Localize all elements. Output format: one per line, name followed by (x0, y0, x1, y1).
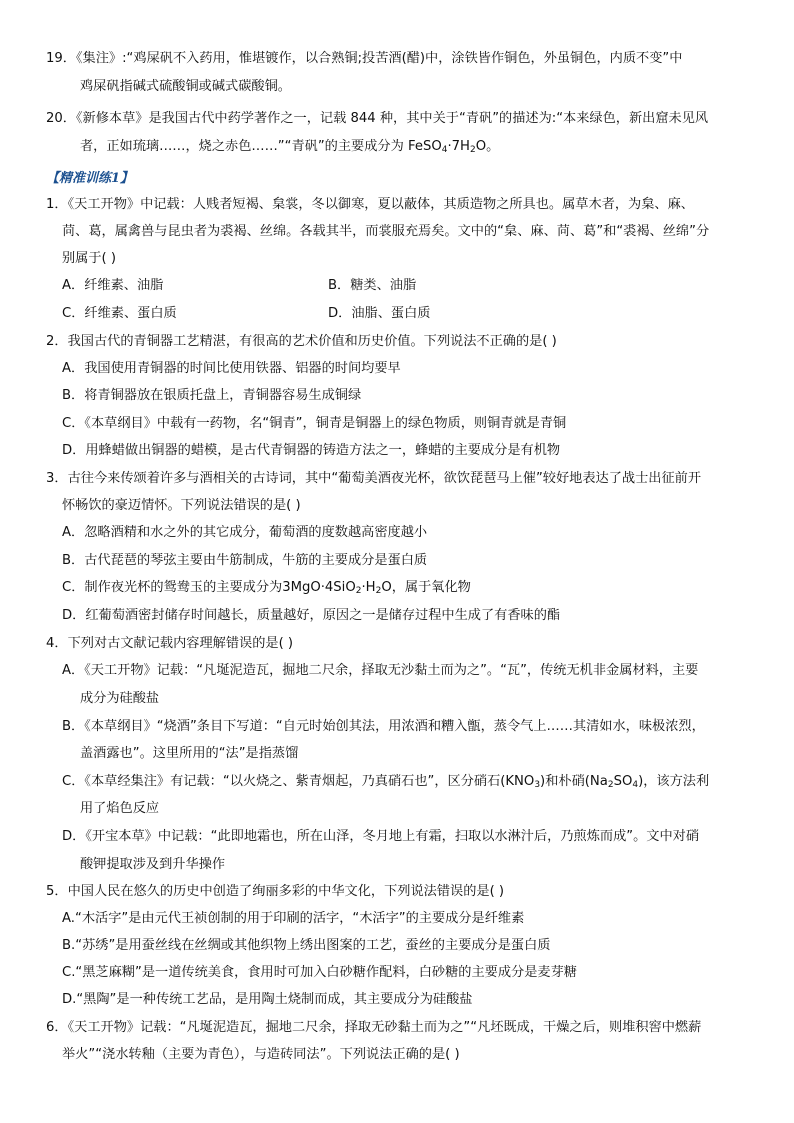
q4-option-b-line1: B．《本草纲目》“烧酒”条目下写道：“自元时始创其法，用浓酒和糟入甑，蒸令气上……其清如水，味极浓烈， (62, 719, 705, 734)
q1-option-d: D．油脂、蛋白质 (328, 306, 431, 321)
q6-line1: 6．《天工开物》记载：“凡埏泥造瓦，掘地二尺余，择取无砂黏土而为之”“凡坯既成，干燥之后，则堆积窖中燃薪 (46, 1020, 702, 1035)
q1-option-c: C．纤维素、蛋白质 (62, 306, 177, 321)
q4-option-d-line2: 酸钾提取涉及到升华操作 (80, 857, 226, 872)
q20-line2: 者，正如琉璃……，烧之赤色……”“青矾”的主要成分为 $FeSO_4\cdot 7H_2O$。 (80, 139, 500, 155)
q20-line1: 20．《新修本草》是我国古代中药学著作之一，记载 844 种，其中关于“青矾”的描述为:“本来绿色，新出窟未见风 (46, 111, 709, 126)
q4-option-a-line2: 成分为硅酸盐 (80, 691, 160, 706)
q2-option-b: B．将青铜器放在银质托盘上，青铜器容易生成铜绿 (62, 388, 362, 403)
q3-line2: 怀畅饮的豪迈情怀。下列说法错误的是( ) (62, 498, 301, 513)
q3-line1: 3．古往今来传颂着许多与酒相关的古诗词，其中“葡萄美酒夜光杯，欲饮琵琶马上催”较好地表达了战士出征前开 (46, 471, 702, 486)
q5-option-c: C.“黑芝麻糊”是一道传统美食，食用时可加入白砂糖作配料，白砂糖的主要成分是麦芽糖 (62, 965, 577, 980)
q5-option-a: A.“木活字”是由元代王祯创制的用于印刷的活字，“木活字”的主要成分是纤维素 (62, 911, 525, 926)
q3-option-c: C．制作夜光杯的鸳鸯玉的主要成分为$3MgO\cdot 4SiO_2\cdot H_2O$，属于氧化物 (62, 580, 471, 596)
q19-line2: 鸡屎矾指碱式硫酸铜或碱式碳酸铜。 (80, 79, 291, 94)
q6-line2: 举火”“浇水转釉（主要为青色），与造砖同法”。下列说法正确的是( ) (62, 1047, 460, 1062)
q2-option-a: A．我国使用青铜器的时间比使用铁器、铝器的时间均要早 (62, 361, 401, 376)
q3-option-a: A．忽略酒精和水之外的其它成分，葡萄酒的度数越高密度越小 (62, 525, 428, 540)
q4-option-a-line1: A．《天工开物》记载：“凡埏泥造瓦，掘地二尺余，择取无沙黏土而为之”。“瓦”，传统无机非金属材料，主要 (62, 663, 699, 678)
q4-option-b-line2: 盖酒露也”。这里所用的“法”是指蒸馏 (80, 746, 299, 761)
q1-line2: 苘、葛，属禽兽与昆虫者为裘褐、丝绵。各载其半，而裳服充焉矣。文中的“枲、麻、苘、葛”和“裘褐、丝绵”分 (62, 224, 710, 239)
q4-stem: 4．下列对古文献记载内容理解错误的是( ) (46, 636, 294, 651)
q4-option-d-line1: D．《开宝本草》中记载：“此即地霜也，所在山泽，冬月地上有霜，扫取以水淋汁后，乃煎炼而成”。文中对硝 (62, 829, 700, 844)
q19-line1: 19．《集注》:“鸡屎矾不入药用，惟堪镀作，以合熟铜;投苦酒(醋)中，涂铁皆作铜色，外虽铜色，内质不变”中 (46, 51, 683, 66)
q4-option-c-line2: 用了焰色反应 (80, 801, 160, 816)
q5-option-d: D.“黑陶”是一种传统工艺品，是用陶土烧制而成，其主要成分为硅酸盐 (62, 992, 473, 1007)
q4-option-c-line1: C．《本草经集注》有记载：“以火烧之、紫青烟起，乃真硝石也”，区分硝石$(KNO_3)$和朴硝$(Na_2SO_4)$，该方法利 (62, 774, 710, 790)
q3-option-d: D．红葡萄酒密封储存时间越长，质量越好，原因之一是储存过程中生成了有香味的酯 (62, 608, 561, 623)
q1-option-a: A．纤维素、油脂 (62, 278, 164, 293)
q1-line3: 别属于( ) (62, 251, 117, 266)
q1-line1: 1．《天工开物》中记载：人贱者短褐、枲裳，冬以御寒，夏以蔽体，其质造物之所具也。属草木者，为枲、麻、 (46, 197, 694, 212)
q2-option-d: D．用蜂蜡做出铜器的蜡模，是古代青铜器的铸造方法之一，蜂蜡的主要成分是有机物 (62, 443, 561, 458)
q2-stem: 2．我国古代的青铜器工艺精湛，有很高的艺术价值和历史价值。下列说法不正确的是( ) (46, 334, 557, 349)
section-heading: 【精准训练1】 (46, 171, 134, 186)
q5-stem: 5．中国人民在悠久的历史中创造了绚丽多彩的中华文化，下列说法错误的是( ) (46, 884, 505, 899)
q2-option-c: C．《本草纲目》中载有一药物，名“铜青”，铜青是铜器上的绿色物质，则铜青就是青铜 (62, 416, 567, 431)
q5-option-b: B.“苏绣”是用蚕丝线在丝绸或其他织物上绣出图案的工艺，蚕丝的主要成分是蛋白质 (62, 938, 551, 953)
q1-option-b: B．糖类、油脂 (328, 278, 417, 293)
q3-option-b: B．古代琵琶的琴弦主要由牛筋制成，牛筋的主要成分是蛋白质 (62, 553, 428, 568)
